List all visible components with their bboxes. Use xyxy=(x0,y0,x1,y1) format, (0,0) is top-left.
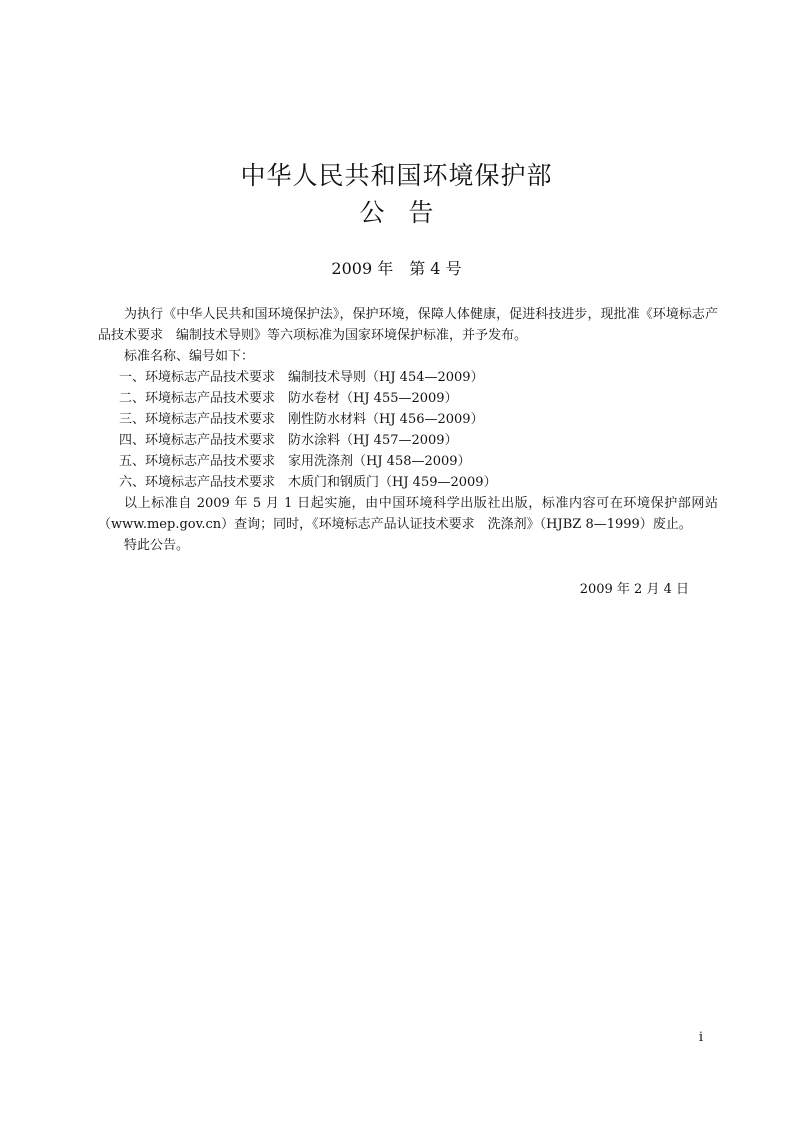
page-number: i xyxy=(698,1030,703,1045)
standard-item: 四、环境标志产品技术要求 防水涂料（HJ 457—2009） xyxy=(119,433,458,448)
list-heading: 标准名称、编号如下： xyxy=(124,349,255,364)
standard-item: 一、环境标志产品技术要求 编制技术导则（HJ 454—2009） xyxy=(119,370,484,385)
announcement-title: 公告 xyxy=(359,198,458,227)
announcement-date: 2009 年 2 月 4 日 xyxy=(579,582,689,597)
standard-item: 二、环境标志产品技术要求 防水卷材（HJ 455—2009） xyxy=(119,391,458,406)
standard-item: 三、环境标志产品技术要求 刚性防水材料（HJ 456—2009） xyxy=(119,412,484,427)
ministry-title: 中华人民共和国环境保护部 xyxy=(240,161,553,190)
standard-item: 五、环境标志产品技术要求 家用洗涤剂（HJ 458—2009） xyxy=(119,454,471,469)
announcement-body xyxy=(98,304,718,556)
implementation-paragraph: 以上标准自 2009 年 5 月 1 日起实施，由中国环境科学出版社出版，标准内容可在环境保护部网站（www.mep.gov.cn）查询；同时，《环境标志产品认证技术要求 洗涤剂》（HJBZ 8—1999）废止。 xyxy=(98,496,718,532)
intro-paragraph: 为执行《中华人民共和国环境保护法》，保护环境，保障人体健康，促进科技进步，现批准《环境标志产品技术要求 编制技术导则》等六项标准为国家环境保护标准，并予发布。 xyxy=(98,307,718,343)
standard-item: 六、环境标志产品技术要求 木质门和钢质门（HJ 459—2009） xyxy=(119,475,497,490)
closing-line: 特此公告。 xyxy=(124,538,190,553)
issue-number: 2009 年 第 4 号 xyxy=(331,259,462,278)
